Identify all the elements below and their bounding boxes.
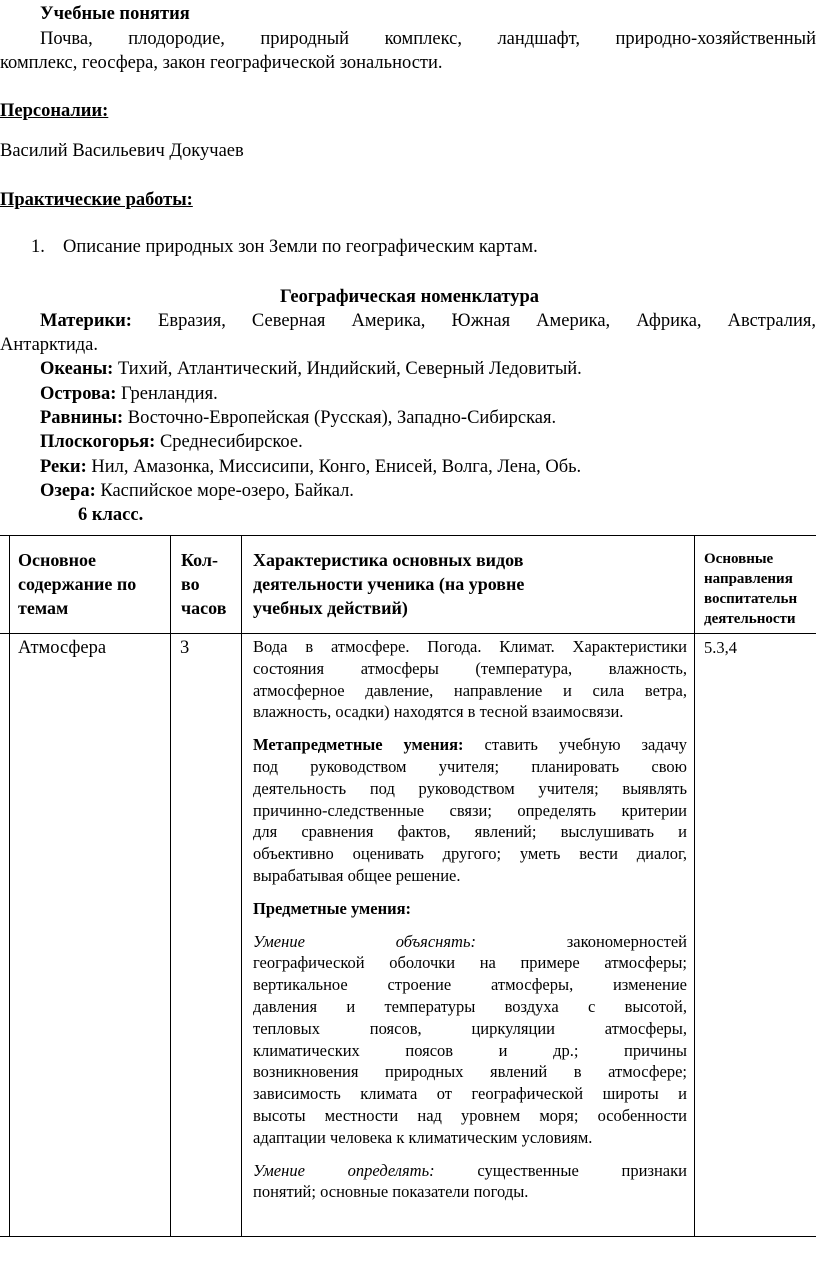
row-hours: 3 xyxy=(180,638,190,658)
study-concepts-heading: Учебные понятия xyxy=(40,4,190,24)
table-border-left xyxy=(9,535,10,1237)
explain-line: давления и температуры воздуха с высотой, xyxy=(253,996,687,1016)
header-content-line: Основное xyxy=(18,550,96,570)
personality-name: Василий Васильевич Докучаев xyxy=(0,141,244,161)
table-col-divider-1 xyxy=(170,535,171,1237)
meta-first-line xyxy=(253,734,687,756)
header-upbringing-line: направления xyxy=(704,571,793,587)
define-first-text: существенные признаки xyxy=(477,1160,687,1180)
header-hours-line: часов xyxy=(181,598,227,618)
grade-label: 6 класс. xyxy=(78,505,144,525)
header-activity-line: учебных действий) xyxy=(253,598,408,618)
islands-list: Гренландия. xyxy=(121,384,218,404)
meta-line: под руководством учителя; планировать свою xyxy=(253,756,687,776)
practical-work-number: 1. xyxy=(31,237,45,257)
meta-line: для сравнения фактов, явлений; выслушивать и xyxy=(253,822,687,842)
meta-line: объективно оценивать другого; уметь вести диалог, xyxy=(253,844,687,864)
table-col-divider-2 xyxy=(241,535,242,1237)
header-content-line: содержание по xyxy=(18,574,137,594)
study-concepts-line2: комплекс, геосфера, закон географической зональности. xyxy=(0,53,443,73)
header-content xyxy=(18,548,168,620)
explain-line: возникновения природных явлений в атмосфере; xyxy=(253,1062,687,1082)
meta-first-text: ставить учебную задачу xyxy=(484,735,687,755)
header-upbringing-line: воспитательн xyxy=(704,591,798,607)
explain-line: вертикальное строение атмосферы, изменение xyxy=(253,975,687,995)
meta-line: деятельность под руководством учителя; выявлять xyxy=(253,778,687,798)
table-header-divider xyxy=(0,633,816,634)
nomenclature-heading: Географическая номенклатура xyxy=(280,287,540,307)
activity-p1-line: атмосферное давление, направление и сила ветра, xyxy=(253,680,687,700)
activity-p1-line: состояния атмосферы (температура, влажность, xyxy=(253,658,687,678)
explain-line: тепловых поясов, циркуляции атмосферы, xyxy=(253,1018,687,1038)
table-col-divider-3 xyxy=(694,535,695,1237)
header-upbringing-line: деятельности xyxy=(704,611,796,627)
oceans-list: Тихий, Атлантический, Индийский, Северный Ледовитый. xyxy=(117,359,582,379)
header-content-line: темам xyxy=(18,598,69,618)
oceans-label: Океаны: xyxy=(40,359,114,379)
oceans-line xyxy=(40,357,582,381)
continents-list: Евразия, Северная Америка, Южная Америка, Африка, Австралия, xyxy=(158,311,816,331)
row-upbringing: 5.3,4 xyxy=(704,638,737,657)
explain-label: Умение объяснять: xyxy=(253,931,476,951)
rivers-line xyxy=(40,455,581,479)
curriculum-table xyxy=(0,535,816,1237)
explain-first-line xyxy=(253,931,687,953)
continents-line xyxy=(40,309,816,333)
lakes-label: Озера: xyxy=(40,481,96,501)
header-hours-line: во xyxy=(181,574,200,594)
plateaus-line xyxy=(40,430,303,454)
header-upbringing xyxy=(704,549,816,629)
islands-label: Острова: xyxy=(40,384,117,404)
header-activity xyxy=(253,548,693,620)
header-hours xyxy=(181,548,239,620)
continents-label: Материки: xyxy=(40,311,132,331)
plains-label: Равнины: xyxy=(40,408,124,428)
practical-works-heading: Практические работы: xyxy=(0,190,193,210)
explain-line: высоты местности над уровнем моря; особенности xyxy=(253,1105,687,1125)
meta-label: Метапредметные умения: xyxy=(253,735,464,755)
explain-line: адаптации человека к климатическим условиям. xyxy=(253,1127,593,1147)
activity-description xyxy=(253,636,687,1203)
activity-p1-line: Вода в атмосфере. Погода. Климат. Характеристики xyxy=(253,637,687,656)
subject-skills-heading: Предметные умения: xyxy=(253,898,411,918)
explain-line: зависимость климата от географической широты и xyxy=(253,1084,687,1104)
study-concepts-line1: Почва, плодородие, природный комплекс, ландшафт, природно-хозяйственный xyxy=(40,29,816,49)
plateaus-list: Среднесибирское. xyxy=(159,432,303,452)
meta-line: причинно-следственные связи; определять критерии xyxy=(253,800,687,820)
define-last-line: понятий; основные показатели погоды. xyxy=(253,1182,529,1202)
explain-first-text: закономерностей xyxy=(566,931,687,951)
islands-line xyxy=(40,382,218,406)
header-activity-line: Характеристика основных видов xyxy=(253,550,524,570)
lakes-list: Каспийское море-озеро, Байкал. xyxy=(100,481,354,501)
plains-line xyxy=(40,406,556,430)
rivers-label: Реки: xyxy=(40,457,87,477)
table-border-top xyxy=(0,535,816,536)
define-first-line xyxy=(253,1160,687,1182)
table-border-bottom xyxy=(0,1236,816,1237)
header-activity-line: деятельности ученика (на уровне xyxy=(253,574,525,594)
personalities-heading: Персоналии: xyxy=(0,101,109,121)
row-topic: Атмосфера xyxy=(18,638,107,658)
header-upbringing-line: Основные xyxy=(704,551,774,567)
define-label: Умение определять: xyxy=(253,1160,435,1180)
rivers-list: Нил, Амазонка, Миссисипи, Конго, Енисей, Волга, Лена, Обь. xyxy=(91,457,582,477)
explain-line: географической оболочки на примере атмосферы; xyxy=(253,953,687,973)
header-hours-line: Кол- xyxy=(181,550,219,570)
explain-line: климатических поясов и др.; причины xyxy=(253,1040,687,1060)
plains-list: Восточно-Европейская (Русская), Западно-Сибирская. xyxy=(127,408,557,428)
activity-p1-line: влажность, осадки) находятся в тесной взаимосвязи. xyxy=(253,702,624,722)
plateaus-label: Плоскогорья: xyxy=(40,432,156,452)
lakes-line xyxy=(40,479,354,503)
continents-line2: Антарктида. xyxy=(0,335,99,355)
meta-line: вырабатывая общее решение. xyxy=(253,865,461,885)
practical-work-text: Описание природных зон Земли по географическим картам. xyxy=(63,237,538,257)
